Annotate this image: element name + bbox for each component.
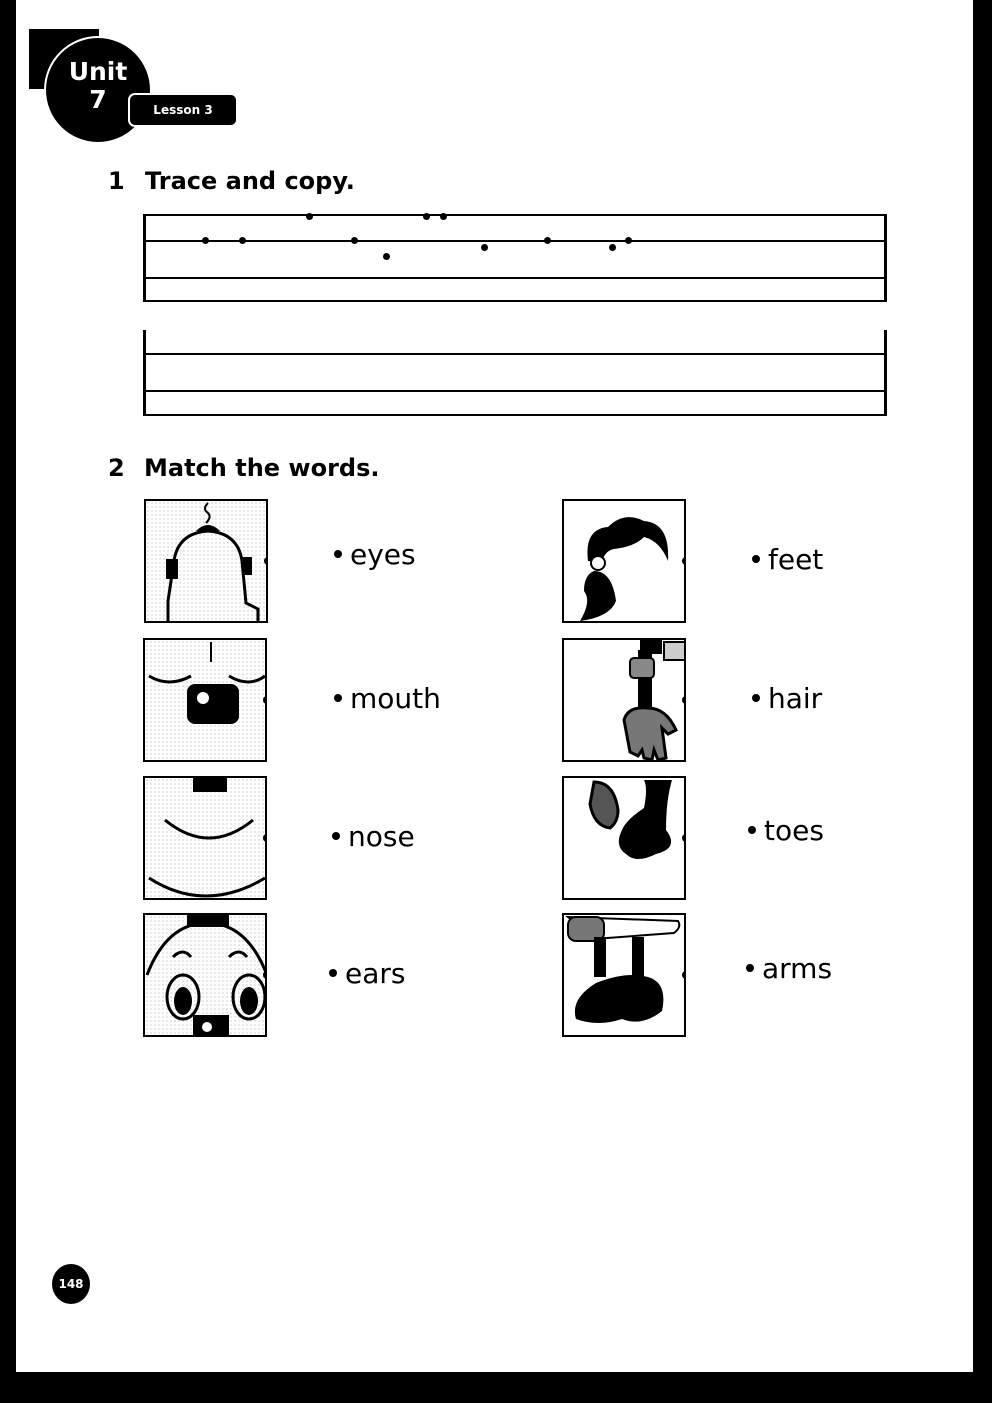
feet-picture-icon: [564, 915, 686, 1037]
trace-start-dot: [423, 213, 430, 220]
unit-badge: [46, 38, 150, 142]
match-dot[interactable]: [682, 557, 686, 565]
word-ears[interactable]: ears: [329, 958, 405, 990]
head-top-picture-icon: [146, 501, 268, 623]
lesson-badge: Lesson 3: [130, 95, 236, 125]
trace-start-dot: [383, 253, 390, 260]
picture-toes: [562, 776, 686, 900]
exercise-2-title: Match the words.: [144, 454, 380, 482]
match-dot[interactable]: [746, 964, 754, 972]
toes-picture-icon: [564, 778, 686, 900]
unit-number: 7: [89, 85, 107, 114]
picture-eyes: [143, 913, 267, 1037]
exercise-2-number: 2: [108, 454, 125, 482]
exercise-1-title: Trace and copy.: [145, 167, 355, 195]
match-dot[interactable]: [264, 557, 268, 565]
picture-feet: [562, 913, 686, 1037]
baseline: [146, 277, 884, 279]
eyes-picture-icon: [145, 915, 267, 1037]
trace-start-dot: [625, 237, 632, 244]
hair-picture-icon: [564, 501, 686, 623]
trace-start-dot: [609, 244, 616, 251]
word-arms[interactable]: arms: [746, 953, 832, 985]
baseline: [146, 390, 884, 392]
word-feet[interactable]: feet: [752, 544, 823, 576]
picture-hair: [562, 499, 686, 623]
word-mouth[interactable]: mouth: [334, 683, 441, 715]
trace-writing-lines[interactable]: [143, 214, 887, 302]
word-eyes[interactable]: eyes: [334, 539, 416, 571]
match-dot[interactable]: [748, 826, 756, 834]
picture-nose: [143, 638, 267, 762]
word-toes[interactable]: toes: [748, 815, 824, 847]
match-dot[interactable]: [334, 550, 342, 558]
nose-picture-icon: [145, 640, 267, 762]
midline: [146, 353, 884, 355]
unit-label: Unit: [68, 57, 128, 86]
mouth-picture-icon: [145, 778, 267, 900]
trace-start-dot: [351, 237, 358, 244]
trace-start-dot: [481, 244, 488, 251]
trace-start-dot: [544, 237, 551, 244]
match-dot[interactable]: [752, 555, 760, 563]
trace-start-dot: [440, 213, 447, 220]
match-dot[interactable]: [263, 971, 267, 979]
worksheet-page: [16, 0, 973, 1372]
copy-writing-lines[interactable]: [143, 330, 887, 416]
exercise-1-number: 1: [108, 167, 125, 195]
word-nose[interactable]: nose: [332, 821, 415, 853]
word-hair[interactable]: hair: [752, 683, 822, 715]
trace-start-dot: [239, 237, 246, 244]
match-dot[interactable]: [334, 694, 342, 702]
match-dot[interactable]: [682, 696, 686, 704]
match-dot[interactable]: [263, 696, 267, 704]
midline: [146, 240, 884, 242]
arm-picture-icon: [564, 640, 686, 762]
match-dot[interactable]: [682, 971, 686, 979]
picture-mouth: [143, 776, 267, 900]
trace-start-dot: [202, 237, 209, 244]
picture-arm: [562, 638, 686, 762]
match-dot[interactable]: [329, 969, 337, 977]
match-dot[interactable]: [682, 834, 686, 842]
match-dot[interactable]: [263, 834, 267, 842]
picture-head-top: [144, 499, 268, 623]
match-dot[interactable]: [752, 694, 760, 702]
match-dot[interactable]: [332, 832, 340, 840]
page-number: 148: [52, 1264, 90, 1304]
trace-start-dot: [306, 213, 313, 220]
